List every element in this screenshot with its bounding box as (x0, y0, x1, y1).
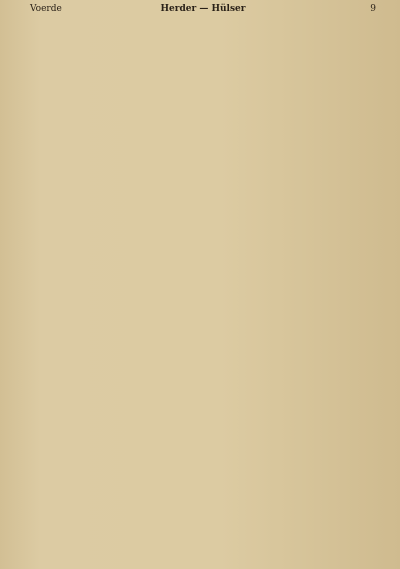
header-place: Voerde (30, 4, 62, 14)
page-header (30, 4, 376, 18)
page-number: 9 (370, 4, 376, 14)
header-range: Herder — Hülser (160, 4, 246, 14)
